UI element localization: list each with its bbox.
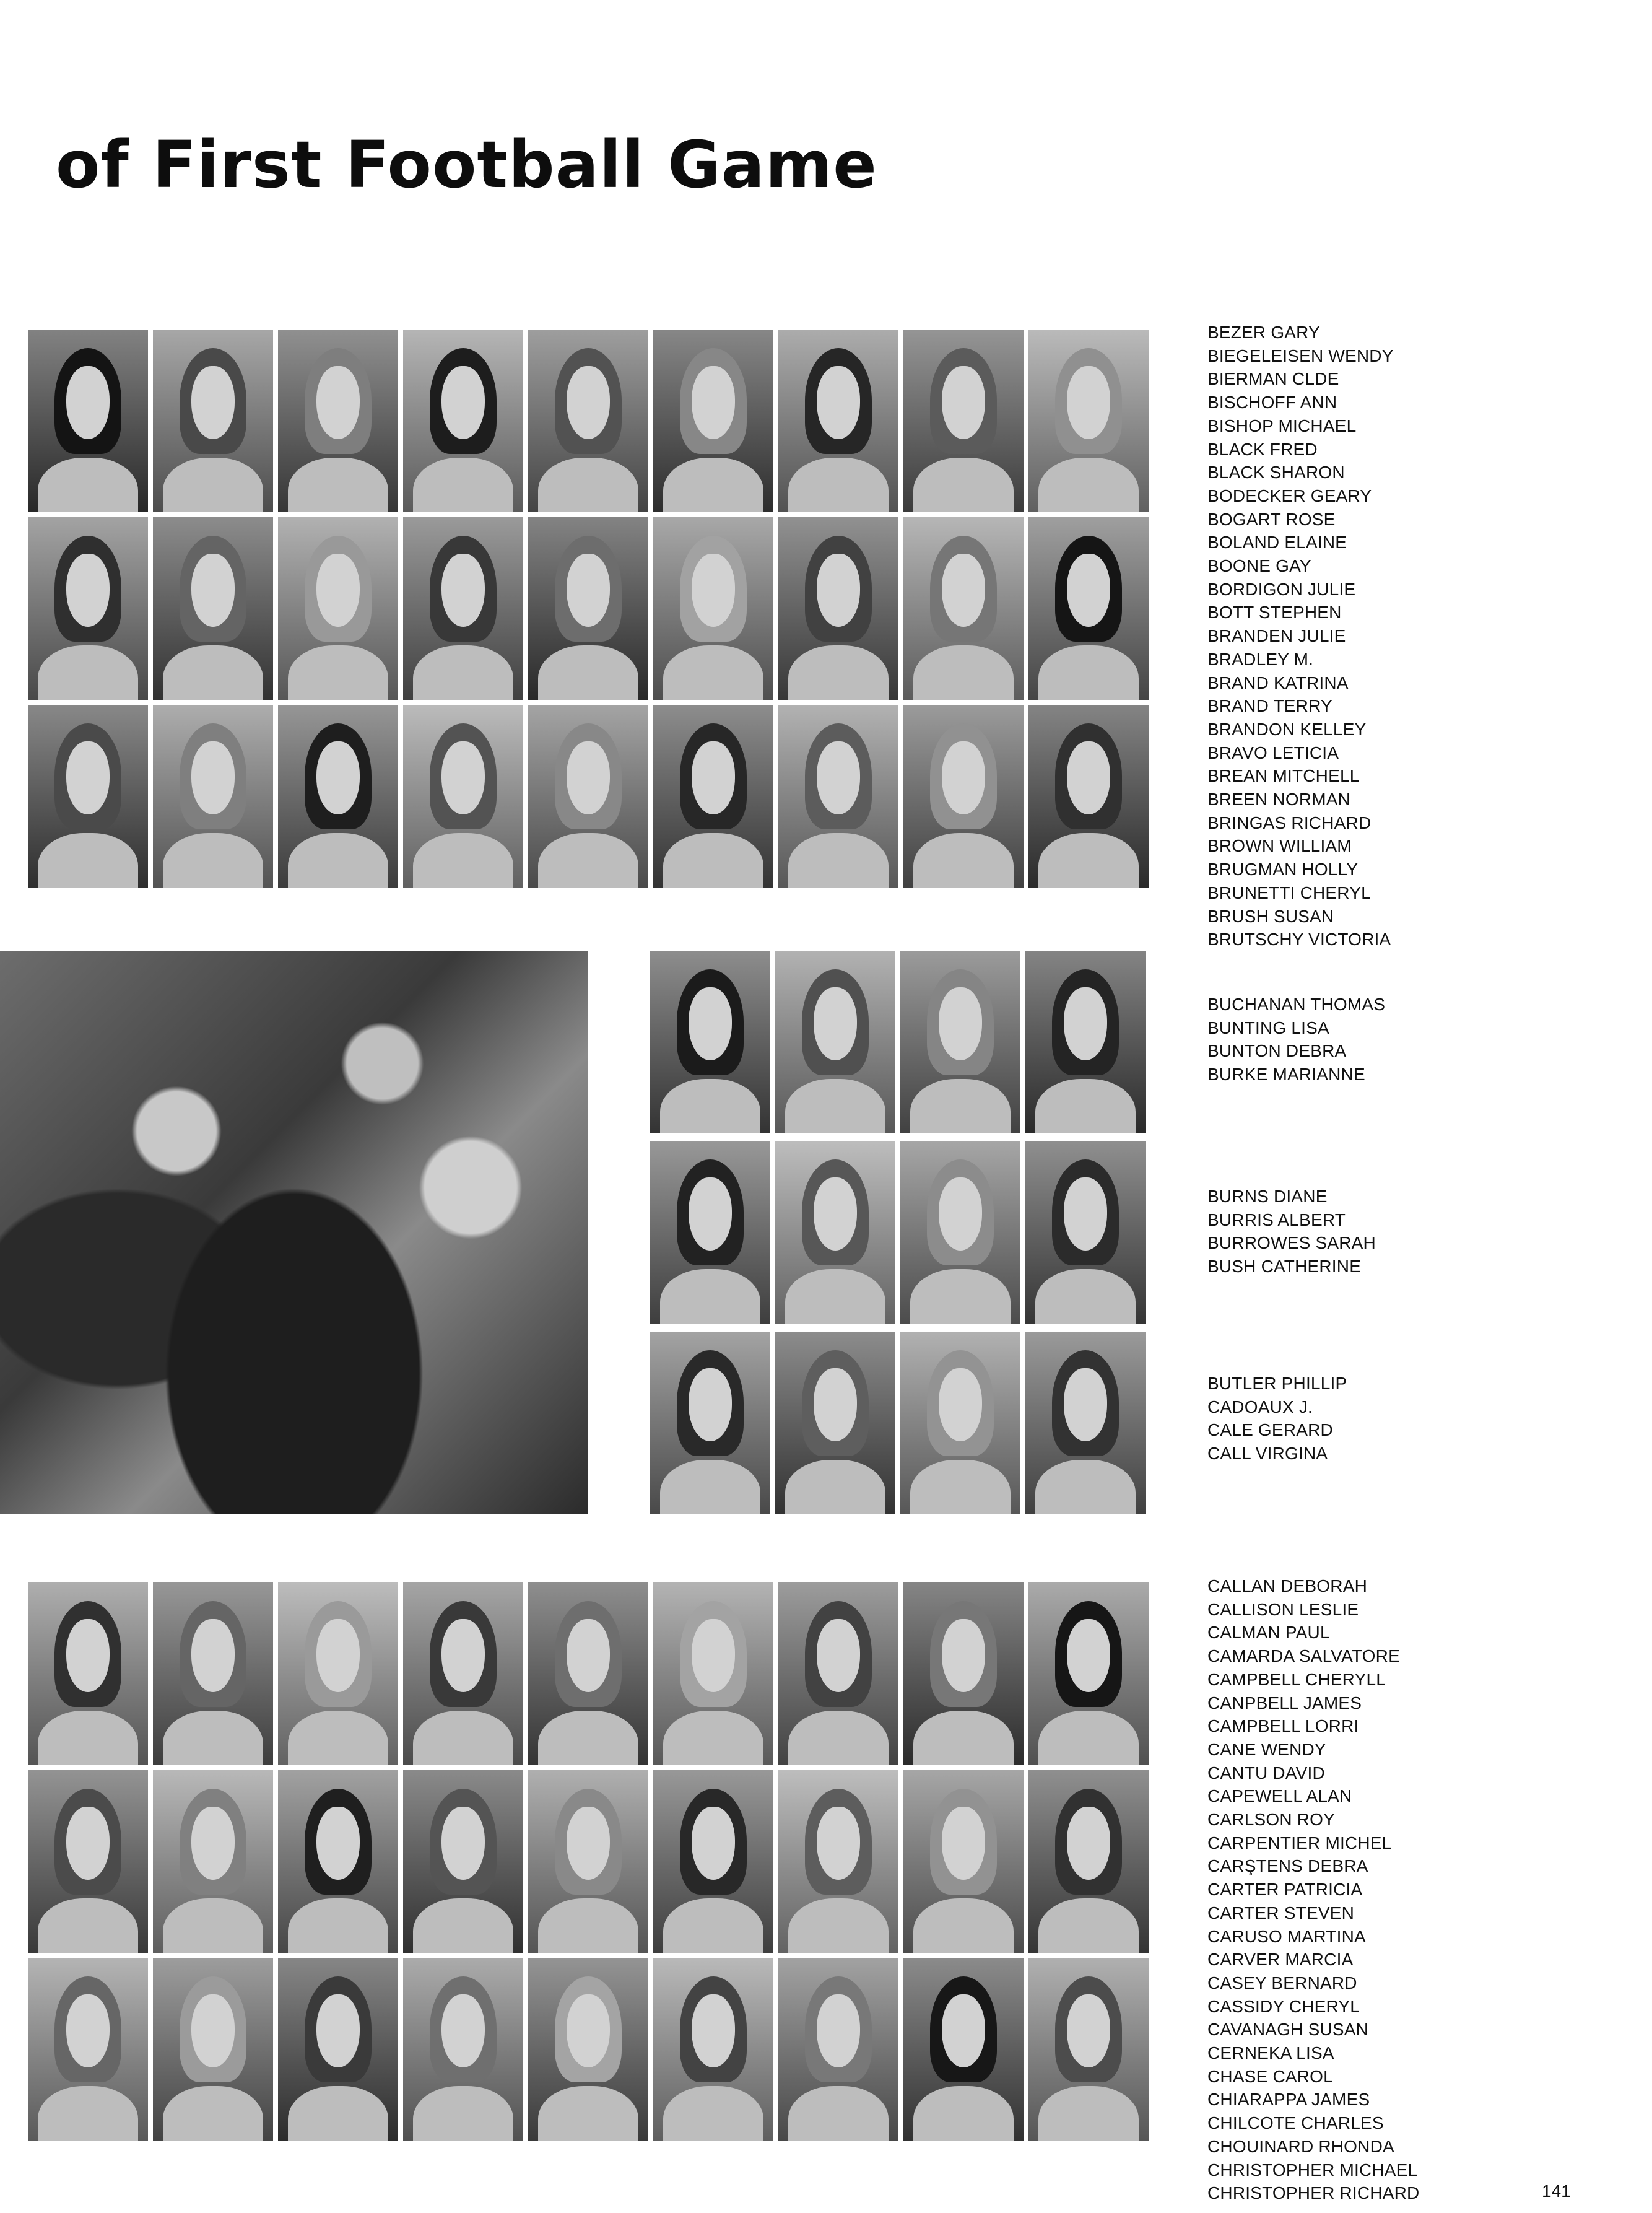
portrait-face [814, 1177, 857, 1251]
student-name: CARLSON ROY [1207, 1810, 1336, 1830]
student-portrait [28, 1958, 148, 2141]
student-name: BRANDEN JULIE [1207, 626, 1346, 646]
student-portrait [900, 951, 1020, 1133]
student-name: CASEY BERNARD [1207, 1973, 1357, 1993]
student-name: CALL VIRGINA [1207, 1444, 1328, 1464]
student-portrait [403, 1958, 523, 2141]
portrait-face [316, 554, 360, 627]
portrait-face [692, 1619, 735, 1692]
portrait-body [1035, 1079, 1136, 1134]
portrait-body [288, 833, 389, 888]
portrait-face [814, 1368, 857, 1441]
portrait-face [66, 554, 110, 627]
name-list-middle-2 [1207, 1185, 1376, 1278]
portrait-body [663, 833, 764, 888]
student-name: CANE WENDY [1207, 1739, 1326, 1759]
portrait-body [288, 1711, 389, 1766]
portrait-body [1038, 645, 1139, 701]
student-name: CAMARDA SALVATORE [1207, 1646, 1400, 1666]
portrait-body [660, 1079, 761, 1134]
portrait-face [817, 1994, 860, 2067]
portrait-body [538, 1898, 639, 1953]
page-title: of First Football Game [56, 127, 877, 203]
student-name: CARPENTIER MICHEL [1207, 1833, 1392, 1853]
portrait-body [38, 1898, 139, 1953]
portrait-body [1035, 1269, 1136, 1324]
student-name: BRAND KATRINA [1207, 673, 1349, 692]
portrait-body [913, 645, 1014, 701]
portrait-body [788, 1898, 889, 1953]
student-name: CARŞTENS DEBRA [1207, 1856, 1368, 1876]
portrait-body [913, 1898, 1014, 1953]
portrait-body [413, 1898, 514, 1953]
portrait-body [538, 645, 639, 701]
student-portrait [28, 1582, 148, 1765]
portrait-face [567, 1807, 610, 1880]
student-portrait [1028, 1958, 1149, 2141]
portrait-body [163, 833, 264, 888]
student-name: BRINGAS RICHARD [1207, 813, 1372, 832]
portrait-body [538, 833, 639, 888]
portrait-body [913, 458, 1014, 513]
student-portrait [528, 1958, 648, 2141]
student-portrait [403, 517, 523, 700]
student-portrait [403, 1582, 523, 1765]
student-portrait [403, 330, 523, 512]
portrait-face [692, 1994, 735, 2067]
student-portrait [903, 330, 1024, 512]
student-portrait [153, 517, 273, 700]
portrait-body [38, 2086, 139, 2141]
student-name: BRADLEY M. [1207, 649, 1314, 669]
student-name: CHRISTOPHER MICHAEL [1207, 2160, 1418, 2180]
student-portrait [775, 951, 895, 1133]
student-portrait [778, 1582, 898, 1765]
name-list-top [1207, 321, 1394, 951]
student-portrait [28, 705, 148, 888]
portrait-face [942, 366, 985, 439]
student-portrait [1028, 705, 1149, 888]
student-portrait [1025, 951, 1146, 1133]
portrait-face [1064, 987, 1107, 1060]
student-name: CARTER STEVEN [1207, 1903, 1355, 1923]
portrait-face [817, 741, 860, 814]
student-name: BRAND TERRY [1207, 696, 1332, 716]
portrait-body [663, 458, 764, 513]
student-name: BRUNETTI CHERYL [1207, 883, 1371, 902]
student-portrait [653, 517, 773, 700]
portrait-face [1067, 741, 1110, 814]
portrait-body [163, 2086, 264, 2141]
portrait-face [66, 741, 110, 814]
portrait-body [1038, 2086, 1139, 2141]
portrait-grid-bottom [28, 1582, 1149, 2141]
student-portrait [653, 1770, 773, 1953]
student-name: CALE GERARD [1207, 1420, 1333, 1440]
portrait-face [316, 366, 360, 439]
portrait-body [413, 1711, 514, 1766]
student-name: BLACK SHARON [1207, 463, 1345, 482]
student-portrait [278, 1582, 398, 1765]
student-portrait [278, 517, 398, 700]
portrait-body [788, 2086, 889, 2141]
portrait-grid-middle-2 [650, 1141, 1146, 1324]
student-name: BROWN WILLIAM [1207, 836, 1352, 856]
portrait-body [663, 645, 764, 701]
portrait-face [316, 1994, 360, 2067]
portrait-grid-middle-3 [650, 1332, 1146, 1514]
portrait-body [413, 2086, 514, 2141]
student-portrait [1028, 517, 1149, 700]
portrait-face [939, 1177, 982, 1251]
student-name: CALLAN DEBORAH [1207, 1576, 1367, 1595]
student-portrait [1028, 1770, 1149, 1953]
student-name: BUNTING LISA [1207, 1018, 1329, 1037]
portrait-face [191, 1807, 235, 1880]
portrait-face [191, 1994, 235, 2067]
student-name: BRUSH SUSAN [1207, 906, 1334, 926]
portrait-face [689, 987, 732, 1060]
portrait-face [66, 1994, 110, 2067]
student-name: BURKE MARIANNE [1207, 1065, 1365, 1085]
portrait-face [692, 741, 735, 814]
portrait-body [163, 458, 264, 513]
student-name: BORDIGON JULIE [1207, 579, 1356, 599]
student-name: CADOAUX J. [1207, 1397, 1313, 1416]
portrait-face [1067, 1807, 1110, 1880]
portrait-grid-top [28, 330, 1149, 888]
student-name: BODECKER GEARY [1207, 486, 1372, 505]
portrait-body [913, 833, 1014, 888]
student-name: BISHOP MICHAEL [1207, 416, 1357, 435]
portrait-face [567, 554, 610, 627]
portrait-face [316, 1807, 360, 1880]
student-portrait [528, 1582, 648, 1765]
portrait-body [288, 458, 389, 513]
student-name: CAPEWELL ALAN [1207, 1786, 1352, 1806]
student-portrait [778, 517, 898, 700]
student-portrait [403, 1770, 523, 1953]
portrait-body [288, 1898, 389, 1953]
portrait-body [663, 1898, 764, 1953]
portrait-body [38, 645, 139, 701]
student-portrait [528, 330, 648, 512]
student-portrait [903, 517, 1024, 700]
portrait-face [66, 366, 110, 439]
student-name: BURRIS ALBERT [1207, 1210, 1346, 1229]
portrait-face [441, 1807, 485, 1880]
student-portrait [653, 330, 773, 512]
candid-crowd-photo [0, 951, 588, 1514]
portrait-face [942, 1619, 985, 1692]
student-portrait [153, 705, 273, 888]
student-name: BOLAND ELAINE [1207, 533, 1347, 552]
student-name: CASSIDY CHERYL [1207, 1996, 1360, 2016]
student-name: BOGART ROSE [1207, 509, 1336, 529]
portrait-face [817, 554, 860, 627]
student-portrait [775, 1332, 895, 1514]
portrait-face [441, 366, 485, 439]
student-name: CARUSO MARTINA [1207, 1926, 1366, 1946]
student-name: BRAVO LETICIA [1207, 743, 1339, 762]
portrait-body [910, 1460, 1011, 1515]
portrait-body [788, 458, 889, 513]
portrait-body [413, 645, 514, 701]
portrait-face [814, 987, 857, 1060]
portrait-grid-middle-1 [650, 951, 1146, 1133]
portrait-body [1038, 833, 1139, 888]
portrait-body [288, 2086, 389, 2141]
student-portrait [528, 705, 648, 888]
portrait-face [441, 1619, 485, 1692]
student-name: BUSH CATHERINE [1207, 1257, 1362, 1277]
portrait-face [942, 741, 985, 814]
portrait-face [817, 1807, 860, 1880]
portrait-face [942, 1994, 985, 2067]
student-name: BRUTSCHY VICTORIA [1207, 930, 1391, 949]
student-portrait [650, 1332, 770, 1514]
student-portrait [900, 1332, 1020, 1514]
portrait-face [191, 554, 235, 627]
portrait-face [692, 554, 735, 627]
portrait-body [163, 1898, 264, 1953]
portrait-face [1067, 366, 1110, 439]
student-portrait [650, 951, 770, 1133]
student-portrait [278, 1770, 398, 1953]
student-name: BEZER GARY [1207, 323, 1320, 342]
student-portrait [903, 1770, 1024, 1953]
portrait-body [785, 1460, 886, 1515]
student-name: CALLISON LESLIE [1207, 1599, 1359, 1619]
portrait-face [939, 1368, 982, 1441]
portrait-face [1067, 554, 1110, 627]
portrait-body [413, 833, 514, 888]
portrait-face [441, 741, 485, 814]
student-name: BRANDON KELLEY [1207, 719, 1367, 739]
student-name: CHRISTOPHER RICHARD [1207, 2183, 1420, 2203]
portrait-body [288, 645, 389, 701]
student-name: CHASE CAROL [1207, 2066, 1333, 2086]
student-name: BUCHANAN THOMAS [1207, 995, 1386, 1014]
portrait-body [538, 2086, 639, 2141]
portrait-face [191, 741, 235, 814]
portrait-body [1038, 1711, 1139, 1766]
student-portrait [778, 1958, 898, 2141]
student-name: BREEN NORMAN [1207, 790, 1351, 810]
student-name: BREAN MITCHELL [1207, 766, 1360, 786]
student-portrait [28, 330, 148, 512]
portrait-face [939, 987, 982, 1060]
student-name: CAMPBELL CHERYLL [1207, 1669, 1386, 1689]
student-name: BUTLER PHILLIP [1207, 1374, 1347, 1393]
student-portrait [903, 1958, 1024, 2141]
portrait-face [567, 1619, 610, 1692]
student-name: CHILCOTE CHARLES [1207, 2113, 1384, 2133]
student-portrait [778, 705, 898, 888]
student-portrait [653, 1958, 773, 2141]
portrait-face [191, 366, 235, 439]
name-list-middle-1 [1207, 993, 1385, 1086]
student-name: CANPBELL JAMES [1207, 1693, 1362, 1713]
portrait-face [692, 366, 735, 439]
student-portrait [528, 517, 648, 700]
portrait-face [817, 366, 860, 439]
portrait-body [785, 1079, 886, 1134]
student-portrait [778, 1770, 898, 1953]
student-portrait [28, 517, 148, 700]
student-name: BLACK FRED [1207, 439, 1318, 459]
portrait-face [66, 1807, 110, 1880]
portrait-face [316, 1619, 360, 1692]
student-portrait [653, 1582, 773, 1765]
portrait-body [663, 1711, 764, 1766]
student-name: CERNEKA LISA [1207, 2043, 1334, 2063]
portrait-body [163, 645, 264, 701]
portrait-body [38, 1711, 139, 1766]
student-portrait [278, 705, 398, 888]
student-portrait [775, 1141, 895, 1324]
portrait-body [1038, 1898, 1139, 1953]
student-portrait [28, 1770, 148, 1953]
name-list-middle-3 [1207, 1372, 1347, 1465]
student-portrait [403, 705, 523, 888]
student-name: CARVER MARCIA [1207, 1950, 1354, 1970]
portrait-face [942, 554, 985, 627]
portrait-body [910, 1079, 1011, 1134]
portrait-body [1038, 458, 1139, 513]
portrait-body [788, 1711, 889, 1766]
portrait-body [1035, 1460, 1136, 1515]
student-name: CAVANAGH SUSAN [1207, 2020, 1369, 2040]
portrait-face [1067, 1619, 1110, 1692]
student-name: CANTU DAVID [1207, 1763, 1325, 1783]
student-portrait [650, 1141, 770, 1324]
student-portrait [153, 1958, 273, 2141]
student-portrait [153, 1770, 273, 1953]
student-name: CALMAN PAUL [1207, 1623, 1330, 1643]
portrait-body [38, 833, 139, 888]
portrait-face [441, 1994, 485, 2067]
student-name: CHIARAPPA JAMES [1207, 2090, 1370, 2110]
name-list-bottom [1207, 1574, 1419, 2205]
page-number: 141 [1542, 2181, 1571, 2201]
student-name: BIERMAN CLDE [1207, 369, 1339, 389]
student-portrait [903, 705, 1024, 888]
student-portrait [153, 1582, 273, 1765]
student-portrait [1025, 1141, 1146, 1324]
portrait-face [191, 1619, 235, 1692]
student-portrait [153, 330, 273, 512]
student-name: BUNTON DEBRA [1207, 1041, 1347, 1061]
student-portrait [778, 330, 898, 512]
portrait-face [1064, 1177, 1107, 1251]
portrait-face [692, 1807, 735, 1880]
portrait-body [413, 458, 514, 513]
student-name: CAMPBELL LORRI [1207, 1716, 1359, 1736]
portrait-body [785, 1269, 886, 1324]
student-name: BRUGMAN HOLLY [1207, 860, 1359, 880]
student-portrait [653, 705, 773, 888]
student-name: BURNS DIANE [1207, 1187, 1328, 1206]
portrait-body [660, 1460, 761, 1515]
portrait-face [316, 741, 360, 814]
portrait-body [913, 1711, 1014, 1766]
student-portrait [528, 1770, 648, 1953]
student-portrait [278, 1958, 398, 2141]
portrait-body [660, 1269, 761, 1324]
student-portrait [900, 1141, 1020, 1324]
portrait-face [942, 1807, 985, 1880]
student-name: BURROWES SARAH [1207, 1233, 1376, 1253]
portrait-face [1064, 1368, 1107, 1441]
portrait-body [38, 458, 139, 513]
student-name: BISCHOFF ANN [1207, 393, 1337, 412]
student-portrait [1025, 1332, 1146, 1514]
portrait-face [567, 366, 610, 439]
portrait-body [538, 1711, 639, 1766]
portrait-face [817, 1619, 860, 1692]
portrait-body [788, 833, 889, 888]
portrait-face [689, 1368, 732, 1441]
student-portrait [1028, 1582, 1149, 1765]
portrait-body [538, 458, 639, 513]
portrait-face [66, 1619, 110, 1692]
student-name: BIEGELEISEN WENDY [1207, 346, 1394, 365]
portrait-body [913, 2086, 1014, 2141]
student-name: CARTER PATRICIA [1207, 1880, 1363, 1900]
student-name: CHOUINARD RHONDA [1207, 2136, 1394, 2156]
portrait-body [910, 1269, 1011, 1324]
student-name: BOTT STEPHEN [1207, 603, 1342, 622]
student-portrait [278, 330, 398, 512]
portrait-body [788, 645, 889, 701]
portrait-body [663, 2086, 764, 2141]
portrait-body [163, 1711, 264, 1766]
portrait-face [689, 1177, 732, 1251]
portrait-face [441, 554, 485, 627]
student-name: BOONE GAY [1207, 556, 1311, 576]
portrait-face [567, 1994, 610, 2067]
student-portrait [903, 1582, 1024, 1765]
student-portrait [1028, 330, 1149, 512]
portrait-face [567, 741, 610, 814]
portrait-face [1067, 1994, 1110, 2067]
